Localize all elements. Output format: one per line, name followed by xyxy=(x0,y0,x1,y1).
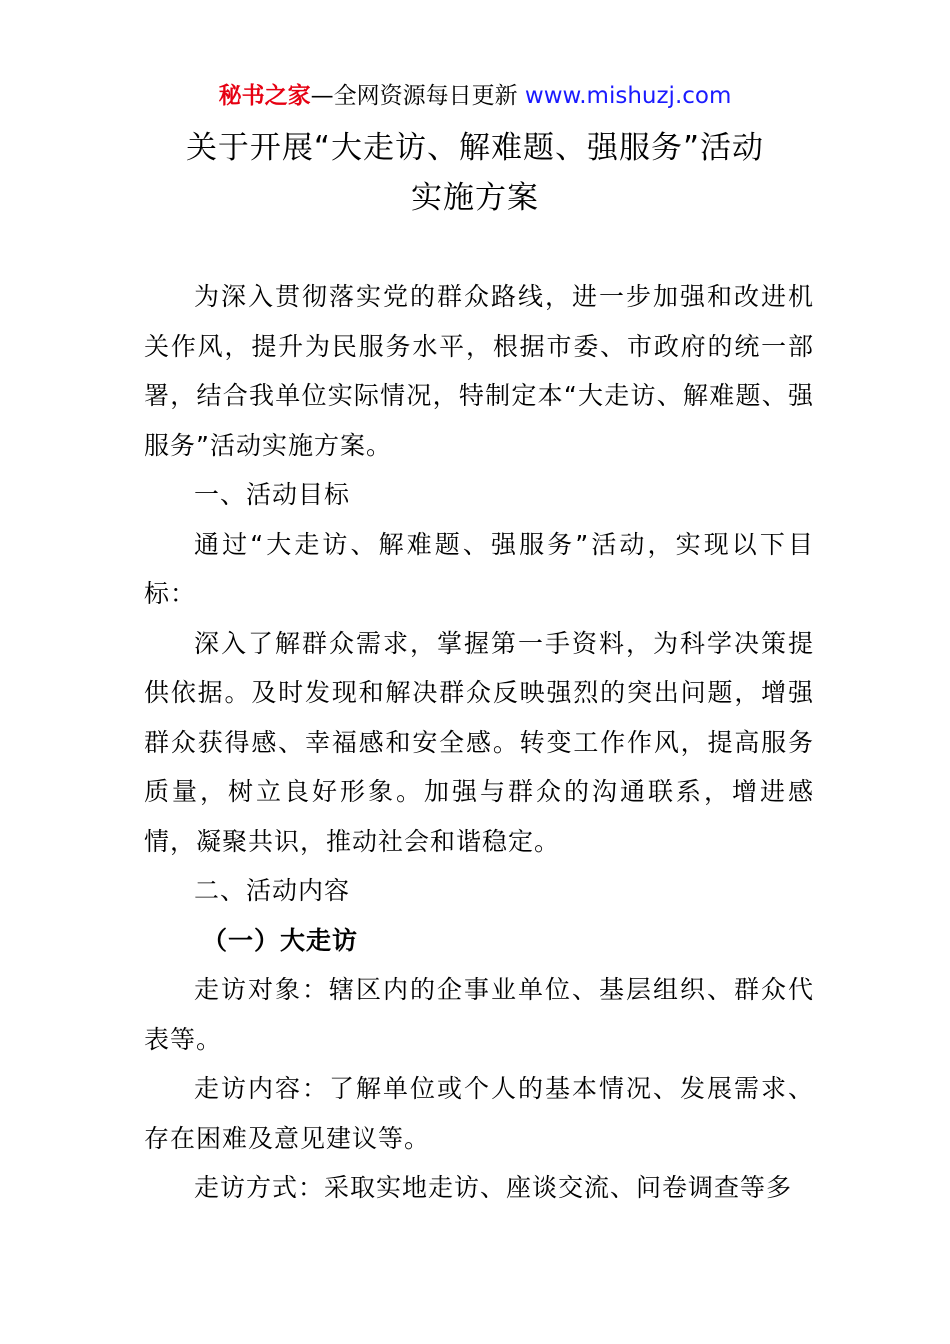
goals-detail-paragraph: 深入了解群众需求，掌握第一手资料，为科学决策提供依据。及时发现和解决群众反映强烈的突出问题，增强群众获得感、幸福感和安全感。转变工作作风，提高服务质量，树立良好形象。加强与群众的沟通联系，增进感情，凝聚共识，推动社会和谐稳定。 xyxy=(144,628,814,856)
visit-content-paragraph: 走访内容：了解单位或个人的基本情况、发展需求、存在困难及意见建议等。 xyxy=(144,1074,814,1153)
subsection-heading-visits: （一）大走访 xyxy=(202,925,359,955)
site-tagline: —全网资源每日更新 xyxy=(310,83,518,109)
brand-name: 秘书之家 xyxy=(218,83,311,109)
site-url-link[interactable]: www.mishuzj.com xyxy=(524,83,732,109)
visit-method-paragraph: 走访方式：采取实地走访、座谈交流、问卷调查等多 xyxy=(194,1173,793,1202)
document-title-line-1: 关于开展“大走访、解难题、强服务”活动 xyxy=(185,130,765,166)
goals-intro-paragraph: 通过“大走访、解难题、强服务”活动，实现以下目标： xyxy=(144,529,814,608)
section-heading-goals: 一、活动目标 xyxy=(194,480,351,509)
intro-paragraph: 为深入贯彻落实党的群众路线，进一步加强和改进机关作风，提升为民服务水平，根据市委、市政府的统一部署，结合我单位实际情况，特制定本“大走访、解难题、强服务”活动实施方案。 xyxy=(144,282,814,460)
document-body xyxy=(144,272,814,1213)
site-header xyxy=(0,80,950,112)
visit-targets-paragraph: 走访对象：辖区内的企事业单位、基层组织、群众代表等。 xyxy=(144,975,814,1054)
document-title-line-2: 实施方案 xyxy=(411,180,539,216)
section-heading-content: 二、活动内容 xyxy=(194,876,351,905)
